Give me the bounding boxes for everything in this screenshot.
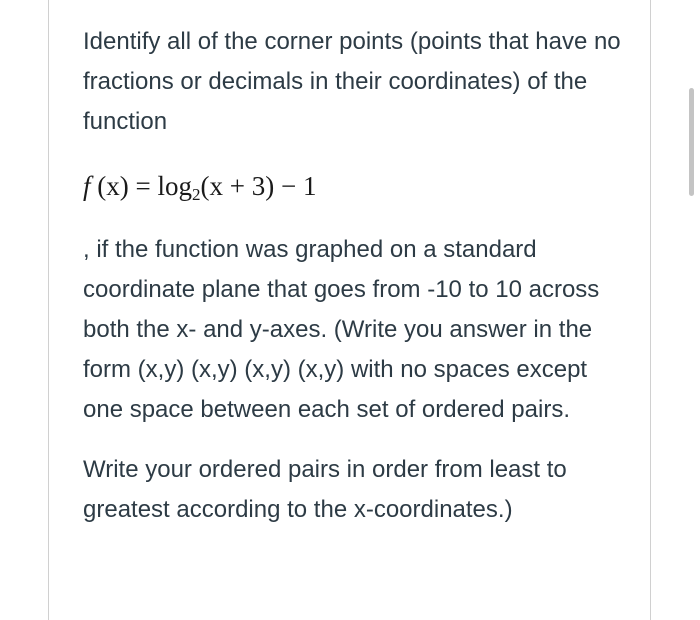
question-instructions: , if the function was graphed on a standard coordinate plane that goes from -10 to 10 across both the x- and y-axes. (Write you answer in the form (x,y) (x,y) (x,y) (x,y) with no spaces except one space between each set of ordered pairs. xyxy=(83,236,600,423)
equals-sign: = xyxy=(135,171,151,201)
constant-term: 1 xyxy=(302,171,317,201)
question-content xyxy=(83,22,628,530)
log-base: 2 xyxy=(192,185,201,204)
minus-sign: − xyxy=(280,171,297,201)
log-operator: log xyxy=(157,171,192,201)
question-intro: Identify all of the corner points (points that have no fractions or decimals in their coordinates) of the function xyxy=(83,28,621,135)
function-argument: (x) xyxy=(97,171,129,201)
function-formula xyxy=(83,166,628,206)
scrollbar-thumb[interactable] xyxy=(689,88,694,196)
function-name: f xyxy=(83,171,91,201)
log-argument: (x + 3) xyxy=(200,171,275,201)
order-note: Write your ordered pairs in order from least to greatest according to the x-coordinates.) xyxy=(83,456,567,523)
